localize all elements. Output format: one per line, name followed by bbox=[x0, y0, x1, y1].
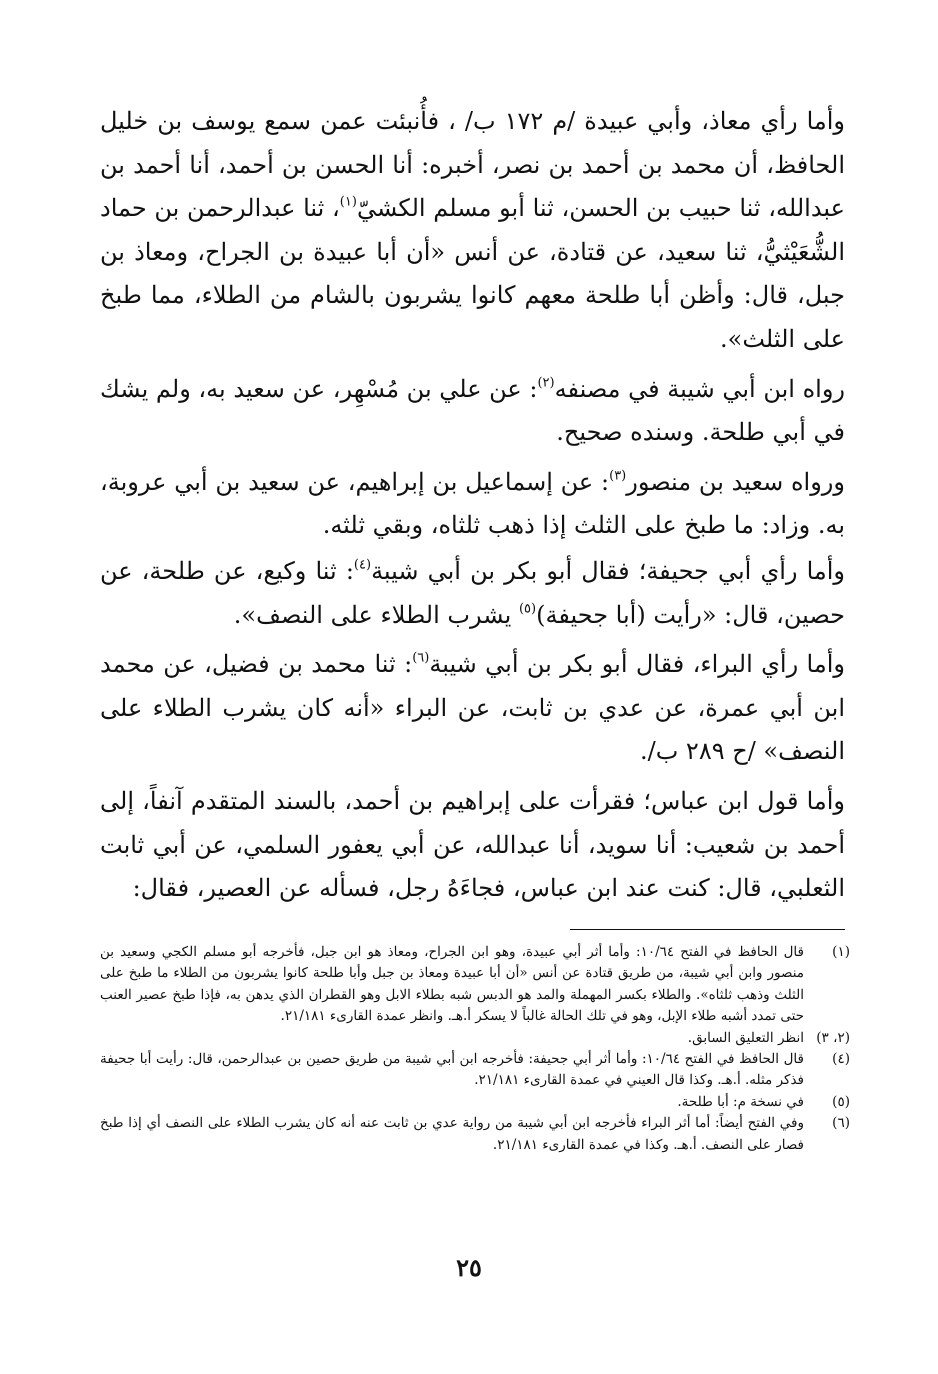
paragraph-muadh bbox=[100, 100, 845, 362]
text-run: وأما رأي البراء، فقال أبو بكر بن أبي شيبة bbox=[429, 650, 845, 679]
footnotes bbox=[100, 942, 850, 1156]
footnote-number: (٥) bbox=[832, 1093, 850, 1110]
text-run: يشرب الطلاء على النصف». bbox=[233, 600, 519, 629]
footnote-ref-6[interactable]: (٦) bbox=[412, 650, 430, 666]
footnote-number: (٦) bbox=[832, 1115, 850, 1132]
text-run: ، ثنا عبدالرحمن بن حماد الشُّعَيْثيُّ، ثنا سعيد، عن قتادة، عن أنس «أن أبا عبيدة بن الجراح، ومعاذ بن جبل، قال: وأظن أبا طلحة معهم كانوا يشربون بالشام من الطلاء، مما طبخ على الثلث». bbox=[100, 194, 845, 353]
text-run: : عن علي بن مُسْهِر، عن سعيد به، ولم يشك في أبي طلحة. وسنده صحيح. bbox=[99, 374, 845, 447]
paragraph-ibn-abi-shaybah bbox=[100, 368, 845, 455]
footnote-text: وفي الفتح أيضاً: أما أثر البراء فأخرجه ابن أبي شيبة من رواية عدي بن ثابت عنه أنه كان يشرب الطلاء على النصف أي إذا طبخ فصار على النصف. أ.هـ. وكذا في عمدة القارىء ٢١/١٨١. bbox=[100, 1115, 804, 1153]
text-run: وأما رأي معاذ، وأبي عبيدة /م ١٧٢ ب/ ، فأُنبئت عمن سمع يوسف بن خليل الحافظ، أن محمد بن أحمد بن نصر، أخبره: أنا الحسن بن أحمد، أنا أحمد بن عبدالله، ثنا حبيب بن الحسن، ثنا أبو مسلم الكشيّ bbox=[100, 107, 845, 223]
main-text bbox=[100, 100, 845, 917]
footnote-number: (١) bbox=[832, 944, 850, 960]
text-run: : ثنا وكيع، عن طلحة، عن حصين، قال: «رأيت (أبا جحيفة) bbox=[100, 556, 845, 629]
paragraph-ibn-abbas: وأما قول ابن عباس؛ فقرأت على إبراهيم بن أحمد، بالسند المتقدم آنفاً، إلى أحمد بن شعيب: أنا سويد، أنا عبدالله، عن أبي يعفور السلمي، عن أبي ثابت الثعلبي، قال: كنت عند ابن عباس، فجاءَهُ رجل، فسأله عن العصير، فقال: bbox=[100, 786, 846, 903]
paragraph-abi-juhayfah bbox=[100, 550, 845, 637]
footnote-text: قال الحافظ في الفتح ١٠/٦٤: وأما أثر أبي عبيدة، وهو ابن الجراح، ومعاذ هو ابن جبل، فأخرجه أبو مسلم الكجي وسعيد بن منصور وابن أبي شيبة، من طريق قتادة عن أنس «أن أبا عبيدة ومعاذ بن جبل وأبا طلحة كانوا يشربون من الطلاء ما طبخ على الثلث وذهب ثلثاه». والطلاء بكسر المهملة والمد هو الدبس شبه بطلاء الابل وهو القطران الذي يدهن به، فإذا طبخ عصير العنب حتى تمدد أشبه طلاء الإبل، وهو في تلك الحالة غالباً لا يسكر أ.هـ. وانظر عمدة القارىء ٢١/١٨١. bbox=[100, 944, 804, 1025]
footnote-ref-4[interactable]: (٤) bbox=[353, 557, 372, 573]
footnote-5 bbox=[100, 1092, 850, 1113]
text-run: : عن إسماعيل بن إبراهيم، عن سعيد بن أبي عروبة، به. وزاد: ما طبخ على الثلث إذا ذهب ثلثاه، وبقي ثلثه. bbox=[100, 467, 845, 540]
footnote-2-3 bbox=[100, 1028, 850, 1049]
text-run: ورواه سعيد بن منصور bbox=[626, 467, 845, 496]
footnote-6 bbox=[100, 1113, 850, 1156]
paragraph-al-bara bbox=[100, 643, 845, 774]
text-run: وأما رأي أبي جحيفة؛ فقال أبو بكر بن أبي شيبة bbox=[371, 556, 846, 585]
footnote-ref-3[interactable]: (٣) bbox=[609, 468, 627, 484]
text-run: رواه ابن أبي شيبة في مصنفه bbox=[554, 374, 845, 403]
footnote-1 bbox=[100, 942, 850, 1028]
footnote-number: (٢، ٣) bbox=[816, 1029, 850, 1046]
footnote-text: انظر التعليق السابق. bbox=[687, 1029, 804, 1046]
text-run: : ثنا محمد بن فضيل، عن محمد ابن أبي عمرة، عن عدي بن ثابت، عن البراء «أنه كان يشرب الطلاء على النصف» /ح ٢٨٩ ب/. bbox=[100, 650, 845, 766]
footnote-text: في نسخة م: أبا طلحة. bbox=[677, 1093, 804, 1110]
paragraph-said-ibn-mansur bbox=[100, 461, 845, 548]
footnote-divider bbox=[570, 929, 845, 930]
footnote-number: (٤) bbox=[832, 1051, 850, 1068]
footnote-ref-2[interactable]: (٢) bbox=[537, 375, 555, 391]
page-number: ٢٥ bbox=[456, 1253, 482, 1282]
footnote-ref-5[interactable]: (٥) bbox=[518, 601, 537, 617]
footnote-ref-1[interactable]: (١) bbox=[339, 194, 357, 210]
footnote-4 bbox=[100, 1049, 850, 1092]
footnote-text: قال الحافظ في الفتح ١٠/٦٤: وأما أثر أبي جحيفة: فأخرجه ابن أبي شيبة من طريق حصين بن عبدالرحمن، قال: رأيت أبا جحيفة فذكر مثله. أ.هـ. وكذا قال العيني في عمدة القارىء ٢١/١٨١. bbox=[100, 1051, 804, 1089]
